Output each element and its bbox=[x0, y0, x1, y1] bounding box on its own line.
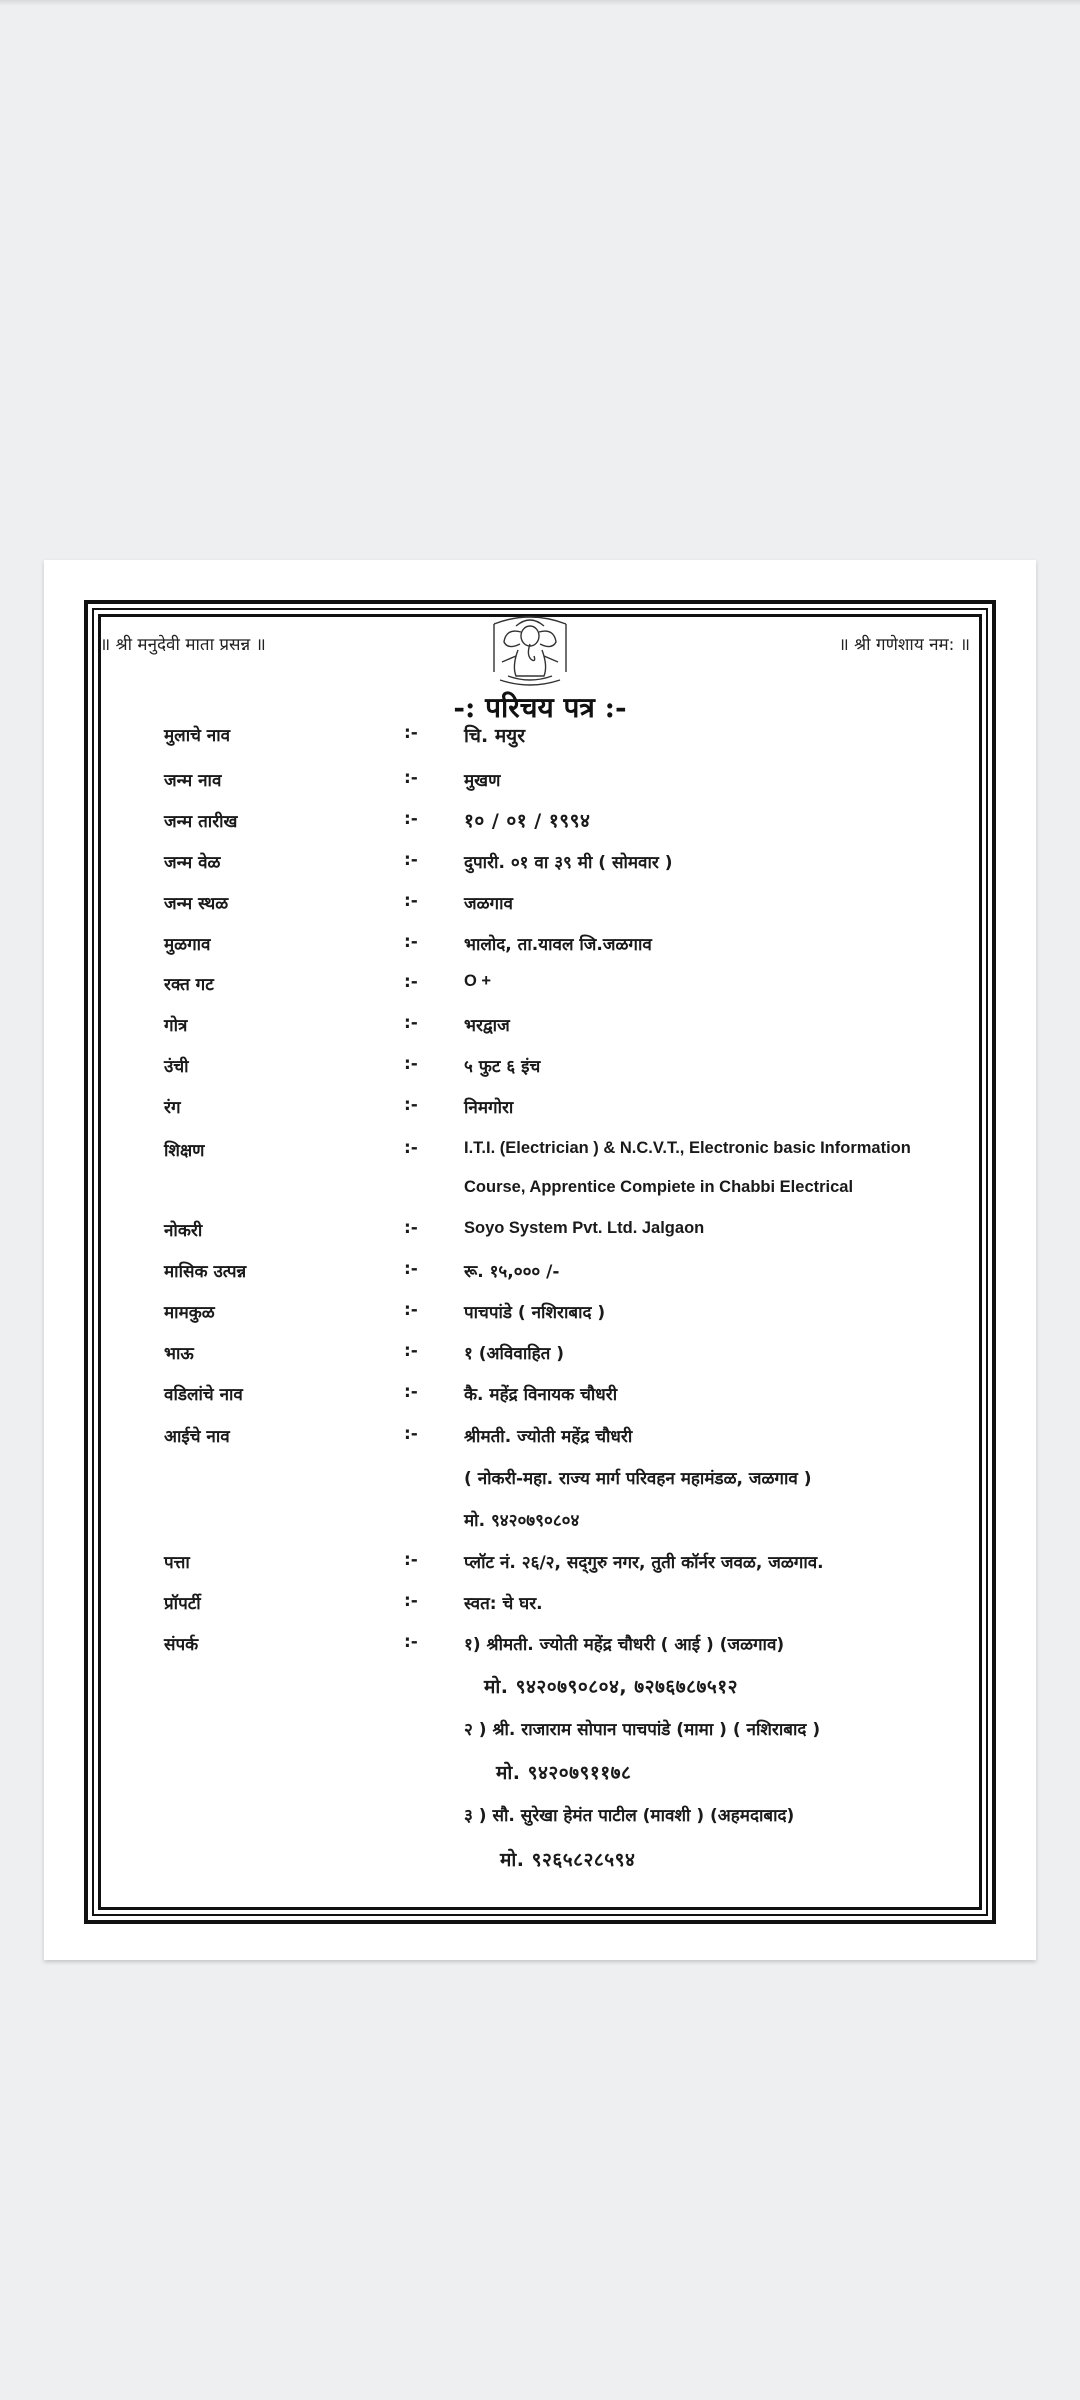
separator: :- bbox=[404, 972, 418, 992]
separator: :- bbox=[404, 850, 418, 870]
value-native-place: भालोद, ता.यावल जि.जळगाव bbox=[464, 935, 652, 955]
label-birth-place: जन्म स्थळ bbox=[164, 894, 229, 914]
separator: :- bbox=[404, 1054, 418, 1074]
value-birth-place: जळगाव bbox=[464, 894, 513, 914]
value-gotra: भरद्वाज bbox=[464, 1016, 510, 1036]
separator: :- bbox=[404, 1300, 418, 1320]
label-birth-time: जन्म वेळ bbox=[164, 853, 221, 873]
separator: :- bbox=[404, 1632, 418, 1652]
value-mother-phone: मो. ९४२०७९०८०४ bbox=[464, 1511, 580, 1531]
separator: :- bbox=[404, 809, 418, 829]
label-education: शिक्षण bbox=[164, 1141, 205, 1161]
value-job: Soyo System Pvt. Ltd. Jalgaon bbox=[464, 1219, 705, 1237]
value-boy-name: चि. मयुर bbox=[464, 725, 525, 747]
biodata-page bbox=[44, 560, 1036, 1960]
value-mother-job: ( नोकरी-महा. राज्य मार्ग परिवहन महामंडळ, जळगाव ) bbox=[464, 1469, 812, 1489]
separator: :- bbox=[404, 1550, 418, 1570]
value-father-name: कै. महेंद्र विनायक चौधरी bbox=[464, 1385, 618, 1405]
separator: :- bbox=[404, 1341, 418, 1361]
separator: :- bbox=[404, 1424, 418, 1444]
label-blood-group: रक्त गट bbox=[164, 975, 214, 995]
contact-3-name: ३ ) सौ. सुरेखा हेमंत पाटील (मावशी ) (अहमदाबाद) bbox=[464, 1806, 795, 1826]
separator: :- bbox=[404, 1095, 418, 1115]
value-complexion: निमगोरा bbox=[464, 1098, 514, 1118]
details-list bbox=[44, 560, 1036, 1960]
value-blood-group: O + bbox=[464, 972, 492, 990]
value-education: I.T.I. (Electrician ) & N.C.V.T., Electronic basic Information bbox=[464, 1139, 911, 1157]
label-native-place: मुळगाव bbox=[164, 935, 211, 955]
separator: :- bbox=[404, 1259, 418, 1279]
separator: :- bbox=[404, 932, 418, 952]
label-address: पत्ता bbox=[164, 1553, 190, 1573]
label-complexion: रंग bbox=[164, 1098, 181, 1118]
value-property: स्वत: चे घर. bbox=[464, 1594, 543, 1614]
separator: :- bbox=[404, 891, 418, 911]
label-father-name: वडिलांचे नाव bbox=[164, 1385, 243, 1405]
label-gotra: गोत्र bbox=[164, 1016, 188, 1036]
label-birth-date: जन्म तारीख bbox=[164, 812, 238, 832]
contact-3-phone: मो. ९२६५८२८५९४ bbox=[500, 1849, 636, 1871]
label-maternal-family: मामकुळ bbox=[164, 1303, 215, 1323]
value-birth-name: मुखण bbox=[464, 771, 501, 791]
separator: :- bbox=[404, 1591, 418, 1611]
value-birth-time: दुपारी. ०१ वा ३९ मी ( सोमवार ) bbox=[464, 853, 673, 873]
label-brother: भाऊ bbox=[164, 1344, 194, 1364]
top-shade bbox=[0, 0, 1080, 6]
left-blessing: ॥ श्री मनुदेवी माता प्रसन्न ॥ bbox=[100, 635, 266, 655]
label-height: उंची bbox=[164, 1057, 189, 1077]
contact-1-phone: मो. ९४२०७९०८०४, ७२७६७८७५१२ bbox=[484, 1676, 739, 1698]
value-maternal-family: पाचपांडे ( नशिराबाद ) bbox=[464, 1303, 606, 1323]
label-contact: संपर्क bbox=[164, 1635, 199, 1655]
right-blessing: ॥ श्री गणेशाय नम: ॥ bbox=[838, 635, 970, 655]
value-height: ५ फुट ६ इंच bbox=[464, 1057, 541, 1077]
label-property: प्रॉपर्टी bbox=[164, 1594, 201, 1614]
value-monthly-income: रू. १५,००० /- bbox=[464, 1262, 560, 1282]
page-title: -: परिचय पत्र :- bbox=[453, 691, 627, 724]
label-monthly-income: मासिक उत्पन्न bbox=[164, 1262, 247, 1282]
label-job: नोकरी bbox=[164, 1221, 203, 1241]
contact-1-name: १) श्रीमती. ज्योती महेंद्र चौधरी ( आई ) (जळगाव) bbox=[464, 1635, 785, 1655]
value-mother-name: श्रीमती. ज्योती महेंद्र चौधरी bbox=[464, 1427, 633, 1447]
separator: :- bbox=[404, 1138, 418, 1158]
value-birth-date: १० / ०१ / १९९४ bbox=[464, 810, 591, 832]
separator: :- bbox=[404, 1013, 418, 1033]
label-mother-name: आईचे नाव bbox=[164, 1427, 230, 1447]
value-address: प्लॉट नं. २६/२, सद्‌गुरु नगर, तुती कॉर्नर जवळ, जळगाव. bbox=[464, 1553, 824, 1573]
separator: :- bbox=[404, 768, 418, 788]
contact-2-phone: मो. ९४२०७९११७८ bbox=[496, 1762, 632, 1784]
separator: :- bbox=[404, 1382, 418, 1402]
label-boy-name: मुलाचे नाव bbox=[164, 726, 231, 746]
value-brother: १ (अविवाहित ) bbox=[464, 1344, 565, 1364]
separator: :- bbox=[404, 723, 418, 743]
separator: :- bbox=[404, 1218, 418, 1238]
contact-2-name: २ ) श्री. राजाराम सोपान पाचपांडे (मामा ) ( नशिराबाद ) bbox=[464, 1720, 821, 1740]
value-education-line2: Course, Apprentice Compiete in Chabbi Electrical bbox=[464, 1178, 854, 1196]
label-birth-name: जन्म नाव bbox=[164, 771, 222, 791]
